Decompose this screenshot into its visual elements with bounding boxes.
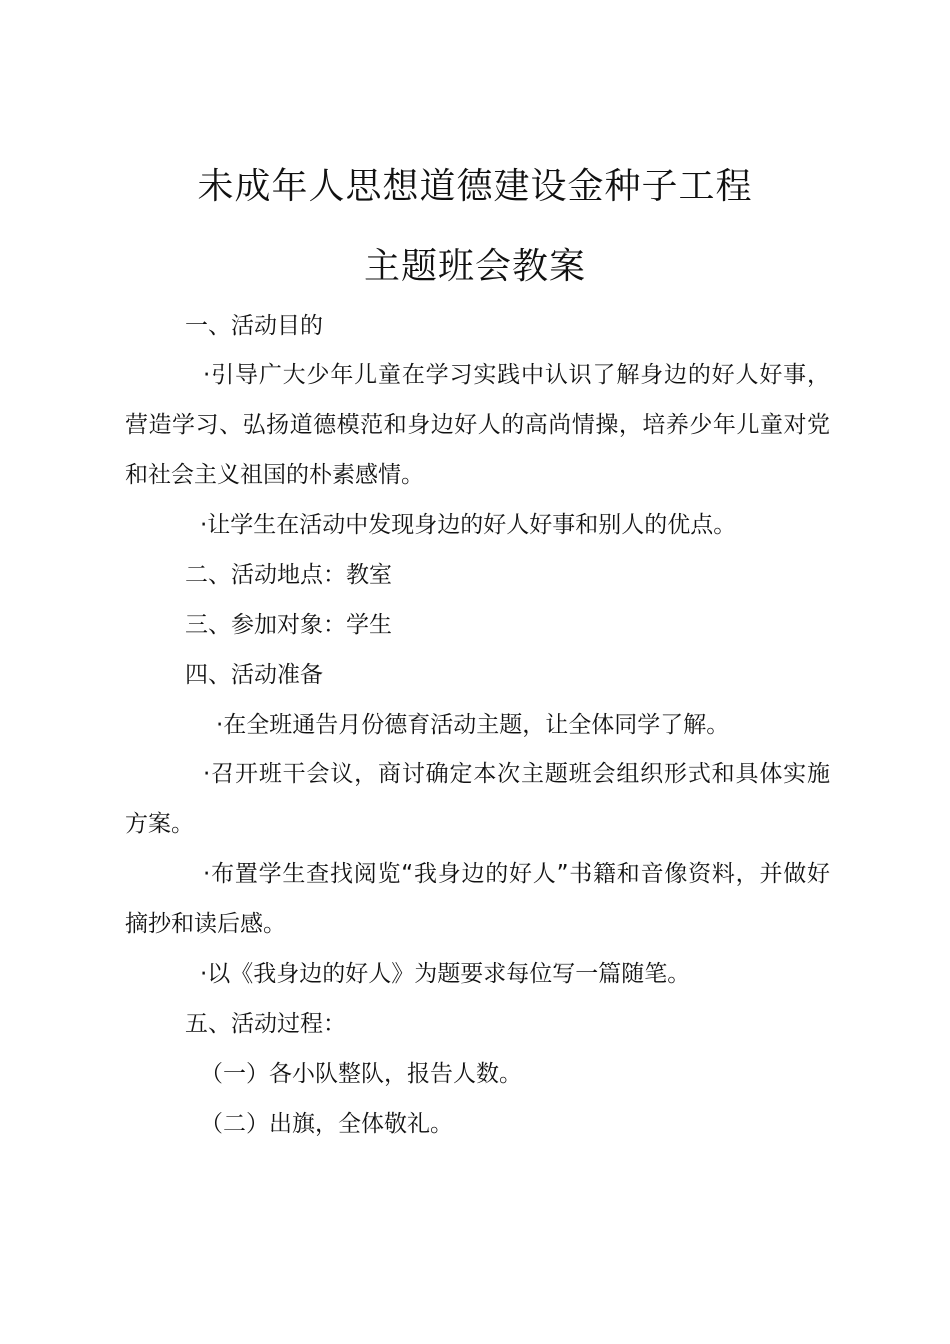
preparation-item-1: ·在全班通告月份德育活动主题，让全体同学了解。 [216,712,730,738]
process-step-1: （一）各小队整队，报告人数。 [200,1061,522,1087]
preparation-item-3-text: ·布置学生查找阅览“我身边的好人”书籍和音像资料，并做好摘抄和读后感。 [125,861,830,937]
preparation-item-2-text: ·召开班干会议，商讨确定本次主题班会组织形式和具体实施方案。 [125,761,830,837]
document-title-line1: 未成年人思想道德建设金种子工程 [197,166,753,207]
purpose-item-1-text: ·引导广大少年儿童在学习实践中认识了解身边的好人好事，营造学习、弘扬道德模范和身边好人的高尚情操，培养少年儿童对党和社会主义祖国的朴素感情。 [125,362,830,488]
section-heading-participants: 三、参加对象：学生 [185,612,392,638]
preparation-item-2 [125,749,830,849]
preparation-item-3 [125,849,830,949]
section-heading-location: 二、活动地点：教室 [185,562,392,588]
document-title-line2: 主题班会教案 [363,246,586,287]
section-heading-process: 五、活动过程： [185,1011,346,1037]
preparation-item-4: ·以《我身边的好人》为题要求每位写一篇随笔。 [200,961,691,987]
section-heading-purpose: 一、活动目的 [185,313,323,339]
section-heading-preparation: 四、活动准备 [185,662,323,688]
process-step-2: （二）出旗，全体敬礼。 [200,1111,453,1137]
purpose-item-2: ·让学生在活动中发现身边的好人好事和别人的优点。 [200,512,737,538]
purpose-item-1 [125,350,830,500]
